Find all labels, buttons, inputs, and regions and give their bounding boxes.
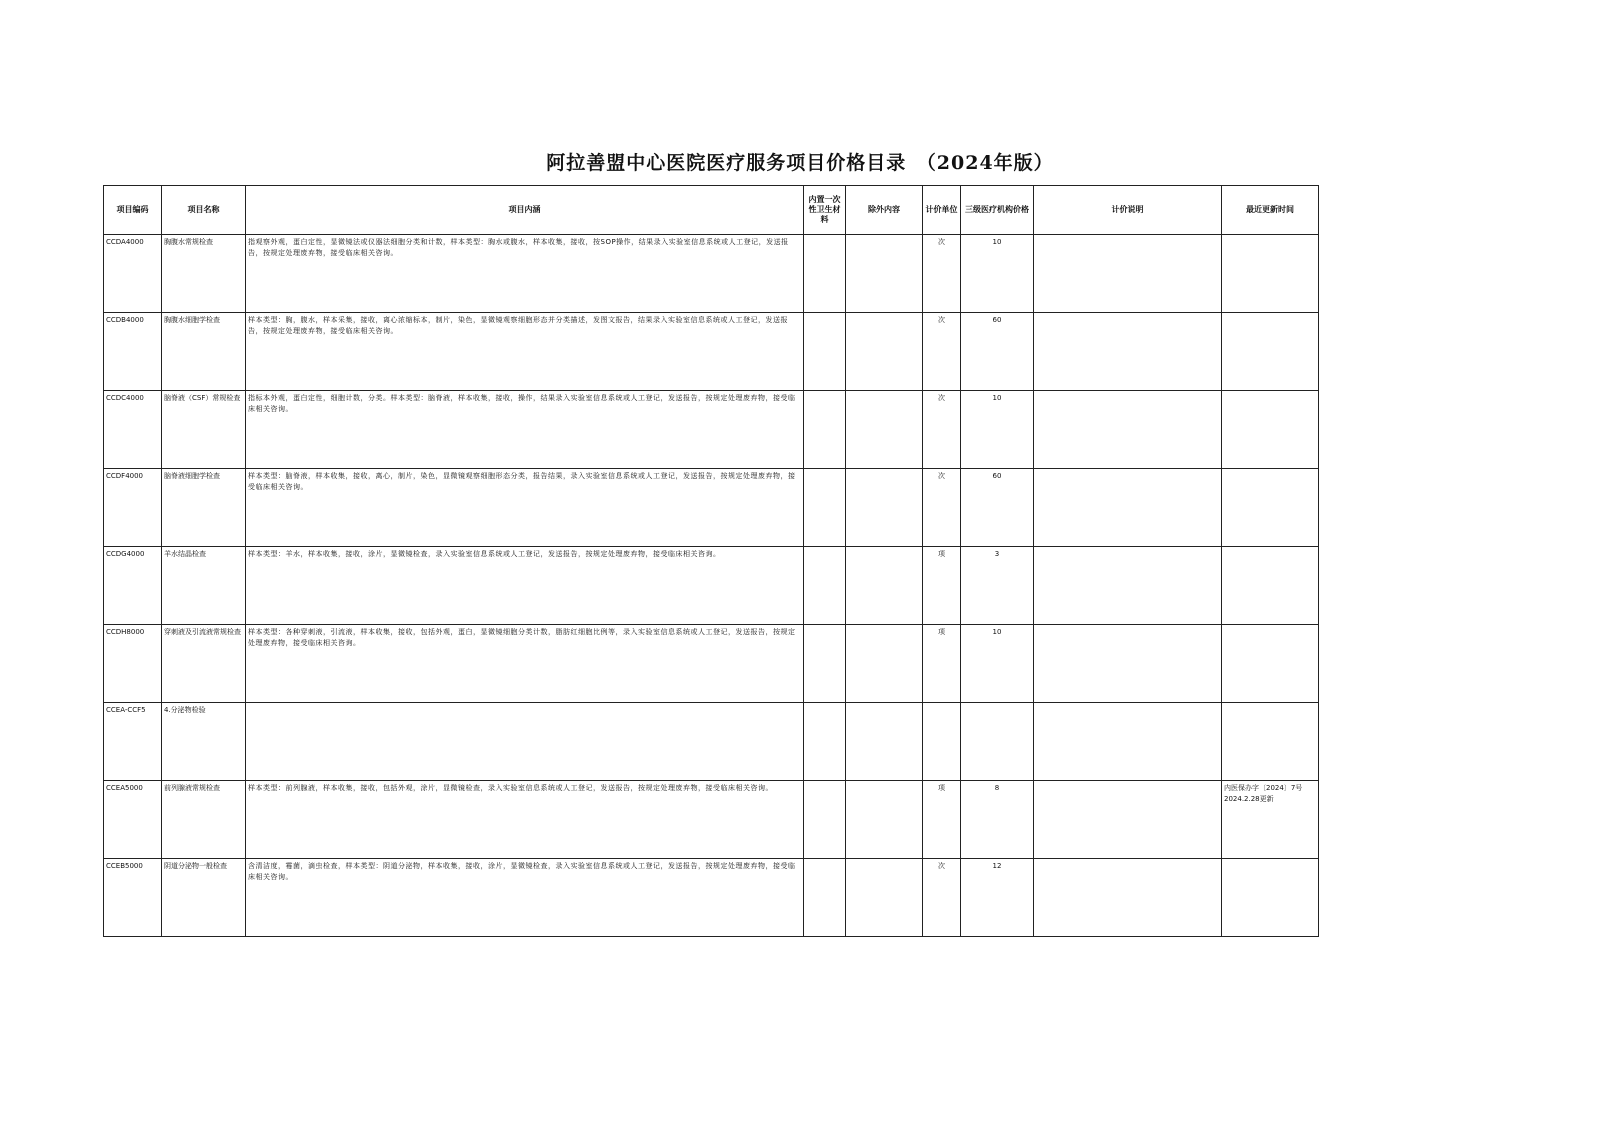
cell-price: 60 — [961, 313, 1034, 391]
header-unit: 计价单位 — [923, 186, 961, 235]
table-row — [104, 547, 1319, 625]
cell-code: CCDC4000 — [104, 391, 162, 469]
cell-disposable — [804, 859, 846, 937]
cell-note — [1034, 547, 1222, 625]
cell-unit: 次 — [923, 391, 961, 469]
cell-price: 10 — [961, 235, 1034, 313]
cell-code: CCEA5000 — [104, 781, 162, 859]
cell-disposable — [804, 235, 846, 313]
cell-updated — [1222, 625, 1319, 703]
cell-exclusion — [846, 625, 923, 703]
cell-disposable — [804, 391, 846, 469]
cell-price: 3 — [961, 547, 1034, 625]
cell-content: 样本类型：脑脊液，样本收集，接收，离心，制片，染色，显微镜观察细胞形态分类，报告结果，录入实验室信息系统或人工登记，发送报告，按规定处理废弃物，接受临床相关咨询。 — [246, 469, 804, 547]
table-row — [104, 859, 1319, 937]
cell-unit: 次 — [923, 469, 961, 547]
cell-price: 8 — [961, 781, 1034, 859]
table-header-row — [104, 186, 1319, 235]
cell-disposable — [804, 547, 846, 625]
header-exclusion: 除外内容 — [846, 186, 923, 235]
header-note: 计价说明 — [1034, 186, 1222, 235]
cell-note — [1034, 469, 1222, 547]
header-updated: 最近更新时间 — [1222, 186, 1319, 235]
cell-exclusion — [846, 859, 923, 937]
cell-name: 羊水结晶检查 — [162, 547, 246, 625]
cell-name: 4.分泌物检验 — [162, 703, 246, 781]
cell-price: 10 — [961, 625, 1034, 703]
cell-updated — [1222, 469, 1319, 547]
cell-content: 样本类型：前列腺液，样本收集，接收，包括外观，涂片，显微镜检查，录入实验室信息系统或人工登记，发送报告，按规定处理废弃物，接受临床相关咨询。 — [246, 781, 804, 859]
cell-updated: 内医保办字〔2024〕7号 2024.2.28更新 — [1222, 781, 1319, 859]
cell-unit: 项 — [923, 781, 961, 859]
cell-disposable — [804, 781, 846, 859]
cell-exclusion — [846, 703, 923, 781]
cell-content: 样本类型：羊水，样本收集，接收，涂片，显微镜检查，录入实验室信息系统或人工登记，发送报告，按规定处理废弃物，接受临床相关咨询。 — [246, 547, 804, 625]
cell-disposable — [804, 313, 846, 391]
header-price: 三级医疗机构价格 — [961, 186, 1034, 235]
cell-note — [1034, 235, 1222, 313]
cell-name: 穿刺液及引流液常规检查 — [162, 625, 246, 703]
cell-updated — [1222, 547, 1319, 625]
cell-updated — [1222, 859, 1319, 937]
price-catalog-table — [103, 185, 1319, 937]
cell-code: CCDA4000 — [104, 235, 162, 313]
cell-exclusion — [846, 313, 923, 391]
cell-unit — [923, 703, 961, 781]
cell-updated — [1222, 703, 1319, 781]
cell-exclusion — [846, 391, 923, 469]
cell-note — [1034, 391, 1222, 469]
table-row — [104, 781, 1319, 859]
cell-exclusion — [846, 547, 923, 625]
header-code: 项目编码 — [104, 186, 162, 235]
cell-content: 样本类型：胸，腹水，样本采集，接收，离心浓缩标本，制片，染色，显微镜观察细胞形态并分类描述，发图文报告，结果录入实验室信息系统或人工登记，发送报告，按规定处理废弃物，接受临床相关咨询。 — [246, 313, 804, 391]
header-disposable: 内置一次性卫生材料 — [804, 186, 846, 235]
cell-name: 胸腹水常规检查 — [162, 235, 246, 313]
cell-name: 阴道分泌物一般检查 — [162, 859, 246, 937]
table-row — [104, 469, 1319, 547]
table-row — [104, 235, 1319, 313]
cell-name: 脑脊液（CSF）常规检查 — [162, 391, 246, 469]
cell-content — [246, 703, 804, 781]
cell-price: 10 — [961, 391, 1034, 469]
cell-code: CCDH8000 — [104, 625, 162, 703]
cell-note — [1034, 703, 1222, 781]
cell-disposable — [804, 703, 846, 781]
cell-code: CCDG4000 — [104, 547, 162, 625]
cell-exclusion — [846, 469, 923, 547]
cell-unit: 次 — [923, 313, 961, 391]
cell-updated — [1222, 313, 1319, 391]
cell-exclusion — [846, 235, 923, 313]
cell-price: 12 — [961, 859, 1034, 937]
cell-price — [961, 703, 1034, 781]
header-name: 项目名称 — [162, 186, 246, 235]
cell-unit: 次 — [923, 235, 961, 313]
cell-name: 前列腺液常规检查 — [162, 781, 246, 859]
cell-content: 含清洁度，霉菌，滴虫检查，样本类型：阴道分泌物，样本收集，接收，涂片，显微镜检查，录入实验室信息系统或人工登记，发送报告，按规定处理废弃物，接受临床相关咨询。 — [246, 859, 804, 937]
table-row — [104, 625, 1319, 703]
cell-content: 指标本外观，蛋白定性，细胞计数，分类。样本类型：脑脊液，样本收集，接收，操作，结果录入实验室信息系统或人工登记，发送报告，按规定处理废弃物，接受临床相关咨询。 — [246, 391, 804, 469]
page-title: 阿拉善盟中心医院医疗服务项目价格目录 （2024年版） — [546, 152, 1054, 174]
cell-content: 指观察外观，蛋白定性，显微镜法或仪器法细胞分类和计数，样本类型：胸水或腹水，样本收集，接收，按SOP操作，结果录入实验室信息系统或人工登记，发送报告，按规定处理废弃物，接受临床相关咨询。 — [246, 235, 804, 313]
cell-note — [1034, 781, 1222, 859]
cell-code: CCEA-CCF5 — [104, 703, 162, 781]
cell-disposable — [804, 469, 846, 547]
cell-code: CCEB5000 — [104, 859, 162, 937]
cell-code: CCDF4000 — [104, 469, 162, 547]
cell-note — [1034, 625, 1222, 703]
cell-unit: 项 — [923, 625, 961, 703]
cell-code: CCDB4000 — [104, 313, 162, 391]
cell-unit: 次 — [923, 859, 961, 937]
cell-updated — [1222, 235, 1319, 313]
table-row — [104, 391, 1319, 469]
cell-note — [1034, 313, 1222, 391]
cell-exclusion — [846, 781, 923, 859]
cell-updated — [1222, 391, 1319, 469]
cell-name: 胸腹水细胞学检查 — [162, 313, 246, 391]
table-row — [104, 703, 1319, 781]
table-row — [104, 313, 1319, 391]
cell-content: 样本类型：各种穿刺液，引流液，样本收集，接收，包括外观，蛋白，显微镜细胞分类计数，脂肪红细胞比例等，录入实验室信息系统或人工登记，发送报告，按规定处理废弃物，接受临床相关咨询。 — [246, 625, 804, 703]
cell-disposable — [804, 625, 846, 703]
header-content: 项目内涵 — [246, 186, 804, 235]
cell-price: 60 — [961, 469, 1034, 547]
cell-unit: 项 — [923, 547, 961, 625]
cell-note — [1034, 859, 1222, 937]
cell-name: 脑脊液细胞学检查 — [162, 469, 246, 547]
